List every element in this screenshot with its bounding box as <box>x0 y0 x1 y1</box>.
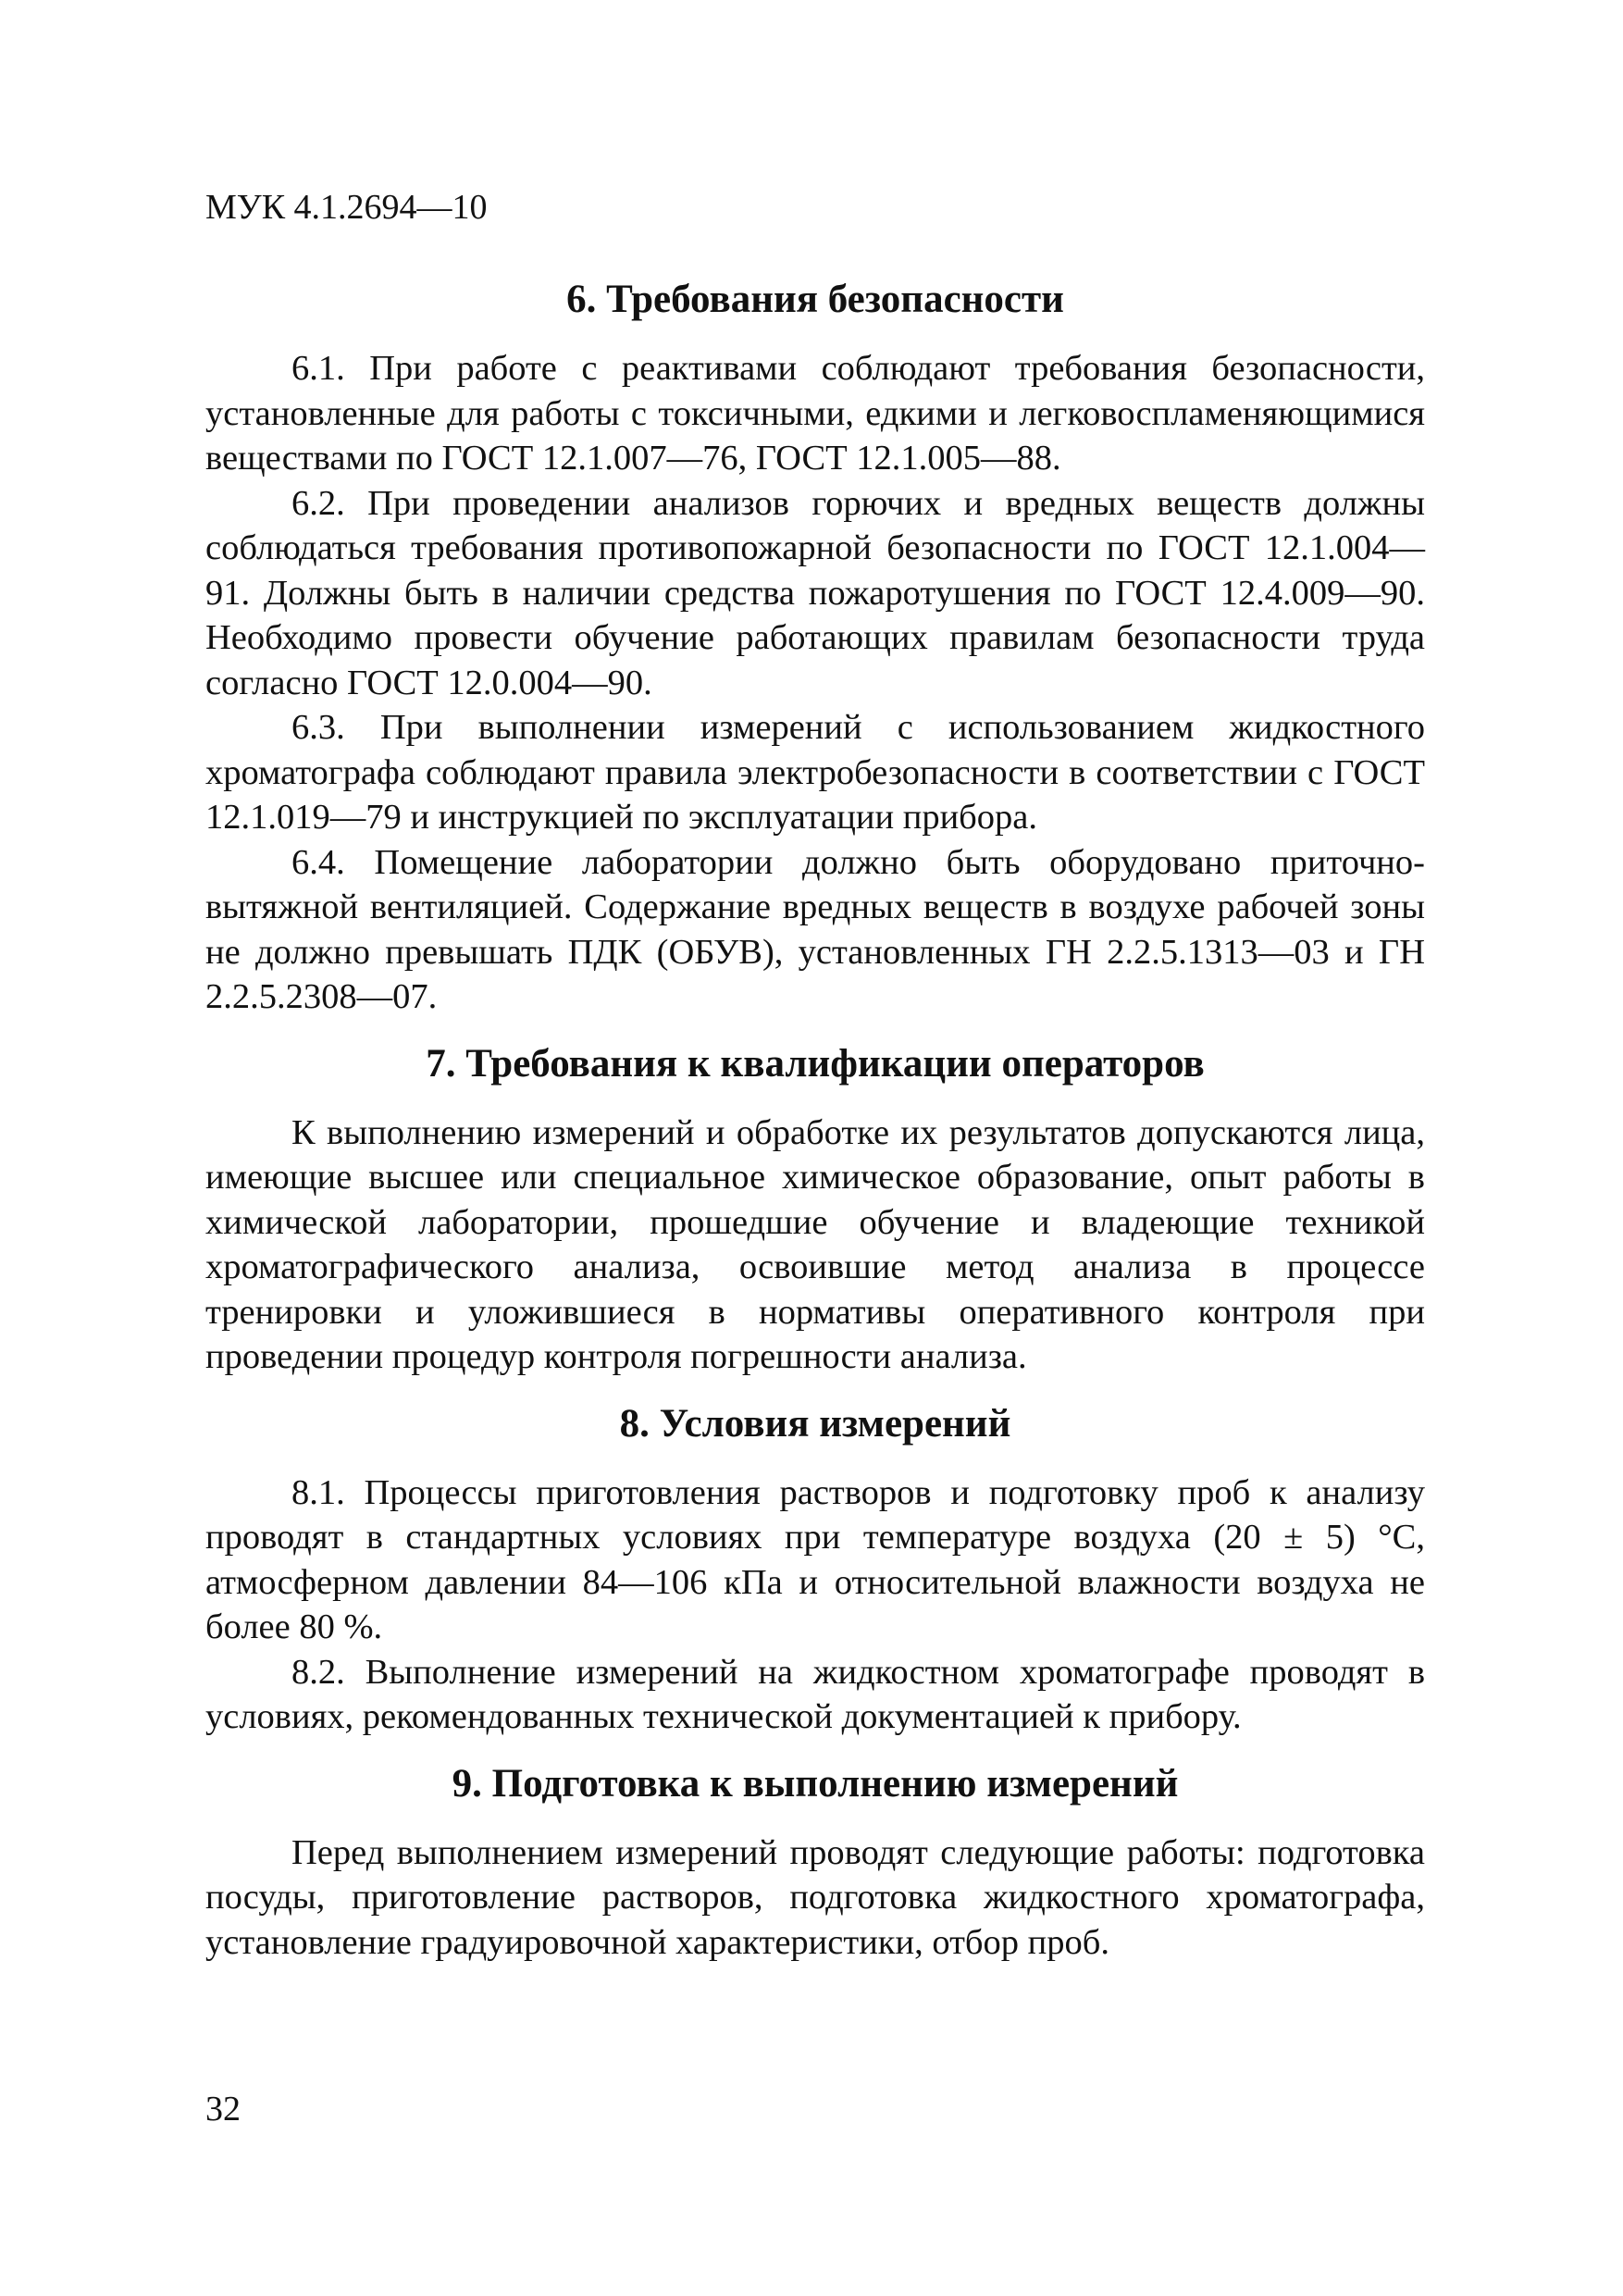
section-6-heading: 6. Требования безопасности <box>566 278 1064 321</box>
paragraph-6-2: 6.2. При проведении анализов горючих и вредных веществ должны соблюдаться требования противопожарной безопасности по ГОСТ 12.1.004—91. Должны быть в наличии средства пожаротушения по ГОСТ 12.4.009—90. Необходимо провести обучение работающих правилам безопасности труда согласно ГОСТ 12.0.004—90. <box>205 483 1425 702</box>
paragraph-7: К выполнению измерений и обработке их результатов допускаются лица, имеющие высшее или специальное химическое образование, опыт работы в химической лаборатории, прошедшие обучение и владеющие техникой хроматографического анализа, освоившие метод анализа в процессе тренировки и уложившиеся в нормативы оперативного контроля при проведении процедур контроля погрешности анализа. <box>205 1112 1425 1376</box>
section-8-conditions <box>205 1398 1425 1740</box>
section-7-heading: 7. Требования к квалификации операторов <box>426 1041 1205 1086</box>
paragraph-6-4: 6.4. Помещение лаборатории должно быть оборудовано приточно-вытяжной вентиляцией. Содержание вредных веществ в воздухе рабочей зоны не должно превышать ПДК (ОБУВ), установленных ГН 2.2.5.1313—03 и ГН 2.2.5.2308—07. <box>205 842 1425 1016</box>
paragraph-6-1: 6.1. При работе с реактивами соблюдают требования безопасности, установленные для работы с токсичными, едкими и легковоспламеняющимися веществами по ГОСТ 12.1.007—76, ГОСТ 12.1.005—88. <box>205 349 1425 478</box>
paragraph-6-3: 6.3. При выполнении измерений с использованием жидкостного хроматографа соблюдают правила электробезопасности в соответствии с ГОСТ 12.1.019—79 и инструкцией по эксплуатации прибора. <box>205 708 1425 837</box>
page-content <box>205 274 1425 1965</box>
paragraph-8-2: 8.2. Выполнение измерений на жидкостном хроматографе проводят в условиях, рекомендованных технической документацией к прибору. <box>205 1652 1425 1736</box>
paragraph-9: Перед выполнением измерений проводят следующие работы: подготовка посуды, приготовление растворов, подготовка жидкостного хроматографа, установление градуировочной характеристики, отбор проб. <box>205 1832 1425 1962</box>
page-number: 32 <box>205 2090 241 2128</box>
section-8-heading: 8. Условия измерений <box>619 1401 1011 1446</box>
paragraph-8-1: 8.1. Процессы приготовления растворов и подготовку проб к анализу проводят в стандартных условиях при температуре воздуха (20 ± 5) °С, атмосферном давлении 84—106 кПа и относительной влажности воздуха не более 80 %. <box>205 1472 1425 1646</box>
section-9-preparation <box>205 1758 1425 1966</box>
section-7-qualification <box>205 1038 1425 1380</box>
document-code: МУК 4.1.2694—10 <box>205 188 488 227</box>
section-6-safety <box>205 274 1425 1020</box>
section-9-heading: 9. Подготовка к выполнению измерений <box>452 1761 1179 1806</box>
